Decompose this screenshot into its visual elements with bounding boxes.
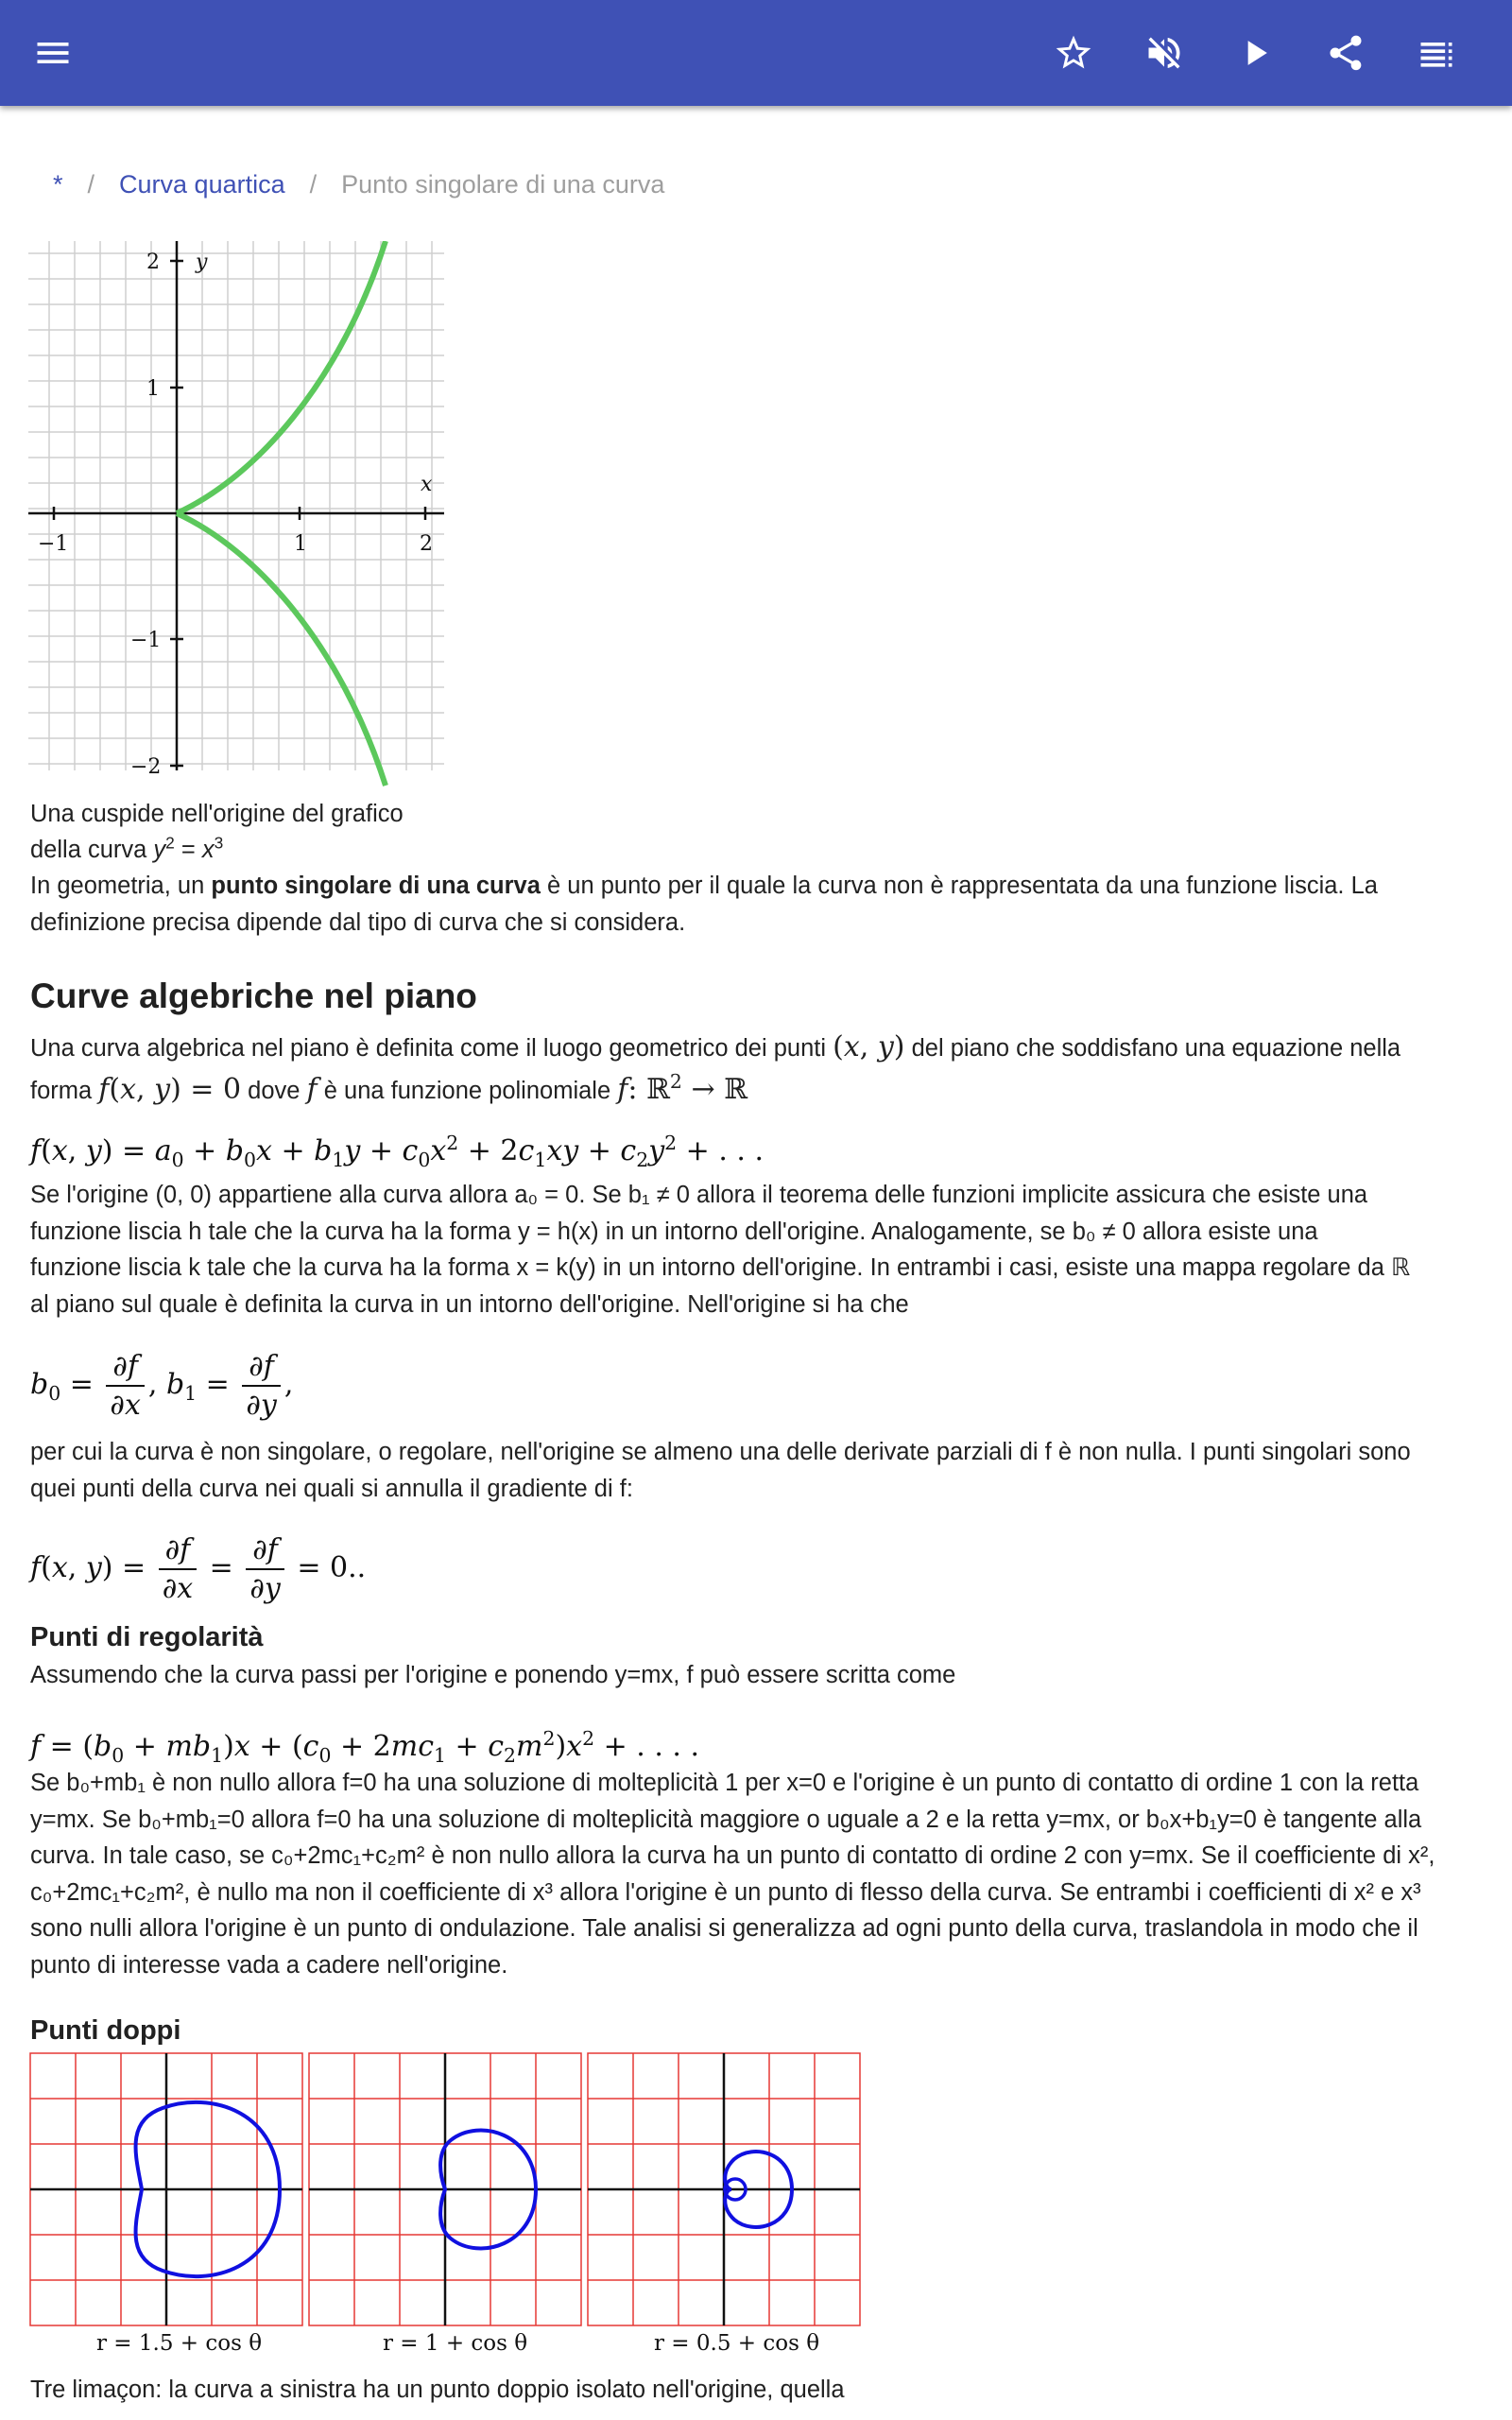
paragraph-text: Una curva algebrica nel piano è definita come il luogo geometrico dei punti <box>30 1035 827 1062</box>
app-bar <box>0 0 1512 106</box>
breadcrumb <box>53 170 664 199</box>
y-axis-label: y <box>196 251 208 274</box>
paragraph-line: Se b₀+mb₁ è non nullo allora f=0 ha una soluzione di molteplicità 1 per x=0 e l'origine è un punto di contatto di ordine 1 con la retta <box>30 1770 1419 1796</box>
breadcrumb-separator: / <box>309 170 318 199</box>
section1-paragraph-3 <box>30 1434 1504 1507</box>
paragraph-line: curva. In tale caso, se c₀+2mc₁+c₂m² è non nullo allora la curva ha un punto di contatto di ordine 2 con y=mx. Se il coefficiente di x², <box>30 1842 1435 1869</box>
partial-derivatives-equation: $b_0$ = $\frac{\partial f}{\partial x}$ , $b_1$ = $\frac{\partial f}{\partial y}$ , <box>30 1350 294 1422</box>
subsection-heading: Punti di regolarità <box>30 1622 264 1652</box>
y-tick-label: −2 <box>130 755 162 779</box>
axes <box>28 241 444 770</box>
paragraph-line: funzione liscia h tale che la curva ha la forma y = h(x) in un intorno dell'origine. Analogamente, se b₀ ≠ 0 allora esiste una <box>30 1218 1318 1245</box>
section2-paragraph <box>30 1765 1504 1983</box>
paragraph-line: sono nulli allora l'origine è un punto di ondulazione. Tale analisi si generalizza ad ogni punto della curva, traslandola in modo che il <box>30 1915 1418 1942</box>
paragraph-line: quei punti della curva nei quali si annulla il gradiente di f: <box>30 1475 633 1502</box>
volume-off-icon <box>1143 32 1185 74</box>
paragraph-line: Se l'origine (0, 0) appartiene alla curva allora a₀ = 0. Se b₁ ≠ 0 allora il teorema delle funzioni implicite assicura che esiste una <box>30 1182 1368 1208</box>
paragraph-line: per cui la curva è non singolare, o regolare, nell'origine se almeno una delle derivate parziali di f è non nulla. I punti singolari sono <box>30 1439 1411 1465</box>
limacon-caption: Tre limaçon: la curva a sinistra ha un punto doppio isolato nell'origine, quella <box>30 2377 845 2403</box>
limacon-panel-2 <box>309 2053 581 2325</box>
limacon-label: r = 0.5 + cos θ <box>654 2331 820 2356</box>
star-icon <box>1053 32 1094 74</box>
y-tick-label: −1 <box>130 629 162 652</box>
play-button[interactable] <box>1225 23 1285 83</box>
cusp-plot <box>28 241 449 789</box>
paragraph-line: al piano sul quale è definita la curva in un intorno dell'origine. Nell'origine si ha che <box>30 1290 909 1318</box>
figure-caption-line: della curva $y^2 = x^3$ <box>30 833 224 863</box>
paragraph-text: forma <box>30 1078 93 1104</box>
mute-button[interactable] <box>1134 23 1194 83</box>
figure-caption <box>30 796 465 868</box>
cusp-curve-lower <box>177 513 386 786</box>
intro-paragraph <box>30 868 1486 941</box>
share-button[interactable] <box>1315 23 1376 83</box>
x-tick-label: 2 <box>420 532 433 556</box>
play-icon <box>1234 32 1276 74</box>
paragraph-line: c₀+2mc₁+c₂m², è nullo ma non il coefficiente di x³ allora l'origine è un punto di flesso della curva. Se entrambi i coefficienti di x² e x³ <box>30 1878 1421 1906</box>
favorite-button[interactable] <box>1043 23 1104 83</box>
paragraph-text: del piano che soddisfano una equazione nella <box>911 1035 1401 1062</box>
limacon-label: r = 1.5 + cos θ <box>96 2331 263 2356</box>
paragraph-line: punto di interesse vada a cadere nell'origine. <box>30 1951 508 1979</box>
menu-button[interactable] <box>23 23 83 83</box>
cusp-curve-upper <box>177 241 386 513</box>
section-heading: Curve algebriche nel piano <box>30 977 477 1015</box>
paragraph-line: funzione liscia k tale che la curva ha la forma x = k(y) in un intorno dell'origine. In entrambi i casi, esiste una mappa regolare da ℝ <box>30 1254 1411 1281</box>
limacon-label: r = 1 + cos θ <box>383 2331 528 2356</box>
paragraph-text: dove <box>248 1078 301 1104</box>
breadcrumb-separator: / <box>87 170 95 199</box>
section2-intro: Assumendo che la curva passi per l'origine e ponendo y=mx, f può essere scritta come <box>30 1662 956 1688</box>
figure-caption-line: Una cuspide nell'origine del grafico <box>30 801 404 827</box>
y-tick-label: 1 <box>146 377 160 401</box>
subsection-heading: Punti doppi <box>30 2015 181 2046</box>
paragraph-text: è una funzione polinomiale <box>323 1078 611 1104</box>
breadcrumb-current: Punto singolare di una curva <box>341 170 665 199</box>
section1-paragraph: Una curva algebrica nel piano è definita come il luogo geometrico dei punti (x, y) del piano che soddisfano una equazione nella forma f(x, y) = 0 dove f è una funzione polinomiale f: ℝ$^2$ → ℝ <box>30 1030 1401 1106</box>
section1-paragraph-2 <box>30 1177 1504 1322</box>
intro-text: definizione precisa dipende dal tipo di curva che si considera. <box>30 908 686 936</box>
polynomial-equation: f(x, $y) = a_0 + b_0x + b_1y + c_0x^2 + 2c_1xy + c_2y^2$ + . . . <box>30 1132 765 1171</box>
limacon-panel-1 <box>30 2053 302 2325</box>
menu-icon <box>32 32 74 74</box>
grid-lines <box>28 241 444 770</box>
intro-term: punto singolare di una curva <box>211 873 541 899</box>
regularity-equation: $f = (b_0 + mb_1)x + (c_0 + 2mc_1 + c_2m^2)x^2$ + . . . . <box>30 1727 700 1767</box>
figure-caption-prefix: della curva <box>30 837 154 863</box>
x-tick-label: −1 <box>38 532 69 556</box>
intro-text: è un punto per il quale la curva non è rappresentata da una funzione liscia. La <box>540 873 1378 899</box>
y-tick-label: 2 <box>146 251 160 274</box>
x-tick-label: 1 <box>294 532 307 556</box>
breadcrumb-home[interactable]: * <box>53 170 63 199</box>
x-axis-label: x <box>421 473 433 496</box>
limacon-panel-3 <box>588 2053 860 2325</box>
share-icon <box>1325 32 1366 74</box>
limacon-figures <box>28 2051 865 2335</box>
singular-point-equation: f(x, y) = $\frac{\partial f}{\partial x}$ = $\frac{\partial f}{\partial y}$ = 0.. <box>30 1533 367 1605</box>
playlist-icon <box>1416 32 1457 74</box>
table-of-contents-button[interactable] <box>1406 23 1467 83</box>
paragraph-line: y=mx. Se b₀+mb₁=0 allora f=0 ha una soluzione di molteplicità maggiore o uguale a 2 e la retta y=mx, or b₀x+b₁y=0 è tangente alla <box>30 1806 1422 1833</box>
breadcrumb-parent[interactable]: Curva quartica <box>119 170 285 199</box>
intro-text: In geometria, un <box>30 873 212 899</box>
